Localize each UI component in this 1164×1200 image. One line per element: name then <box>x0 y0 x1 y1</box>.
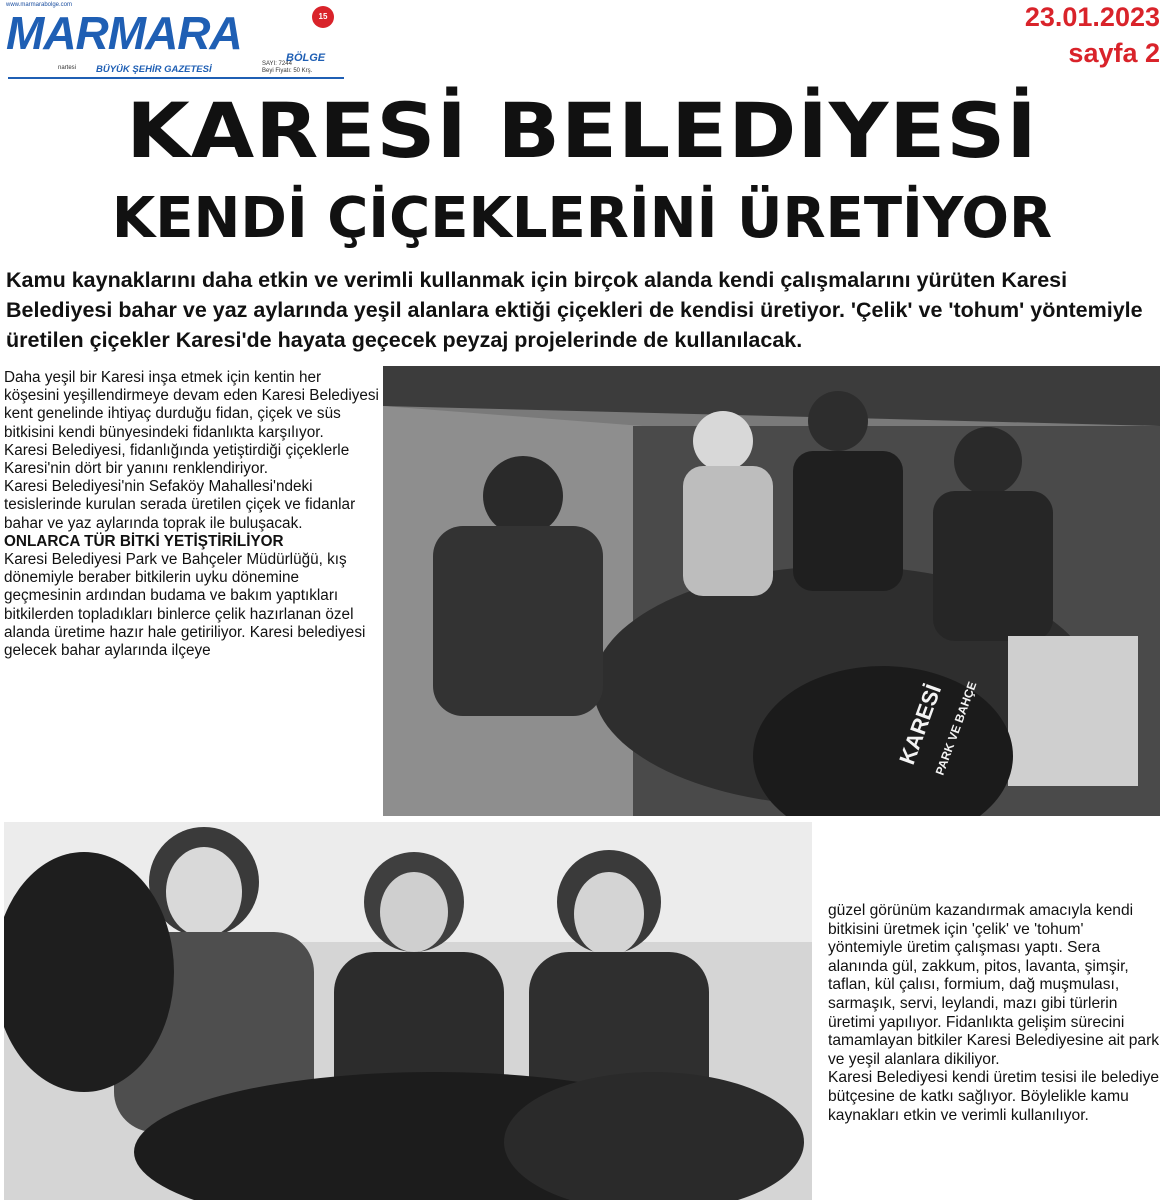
issue-number: SAYI: 7244 <box>262 61 292 67</box>
masthead <box>4 2 344 78</box>
headline-secondary: KENDİ ÇİÇEKLERİNİ ÜRETİYOR <box>111 186 1053 251</box>
weekday: nartesi <box>58 65 77 71</box>
body-paragraph: Karesi Belediyesi Park ve Bahçeler Müdürlüğü, kış dönemiyle beraber bitkilerin uyku dönemine geçmesinin ardından budama ve bakım yaptıkları bitkilerden topladıkları binlerce çelik hazırlanan özel alanda üretime hazır hale getiriliyor. Karesi belediyesi gelecek bahar aylarında ilçeye <box>4 551 366 660</box>
tagline: BÜYÜK ŞEHİR GAZETESİ <box>96 64 212 75</box>
body-column-left <box>4 369 380 660</box>
body-column-right <box>828 902 1162 1125</box>
body-paragraph: Daha yeşil bir Karesi inşa etmek için kentin her köşesini yeşillendirmeye devam eden Karesi Belediyesi kent genelinde ihtiyaç durduğu fidan, çiçek ve süs bitkisini kendi bünyesindeki fidanlıkta karşılıyor. <box>4 369 379 441</box>
masthead-rule <box>8 77 344 79</box>
body-paragraph: Karesi Belediyesi, fidanlığında yetiştirdiği çiçeklerle Karesi'nin dört bir yanını renklendiriyor. <box>4 441 350 478</box>
anniversary-badge <box>312 6 334 28</box>
clip-page: sayfa 2 <box>1068 38 1160 68</box>
body-paragraph: Karesi Belediyesi'nin Sefaköy Mahallesi'ndeki tesislerinde kurulan serada üretilen çiçek ve fidanlar bahar ve yaz aylarında toprak ile buluşacak. <box>4 478 356 532</box>
body-paragraph: güzel görünüm kazandırmak amacıyla kendi bitkisini üretmek için 'çelik' ve 'tohum' yöntemiyle üretim çalışması yaptı. Sera alanında gül, zakkum, pitos, lavanta, şimşir, taflan, kül çalısı, formium, dağ muşmulası, sarmaşık, servi, leylandi, mazı gibi türlerin üretimi yapılıyor. Fidanlıkta gelişim sürecini tamamlayan bitkiler Karesi Belediyesine ait park ve yeşil alanlara dikiliyor. <box>828 902 1160 1068</box>
cap-logo-text: KARESİ <box>894 681 947 768</box>
site-url: www.marmarabolge.com <box>6 2 73 8</box>
photo-greenhouse-workers <box>383 366 1160 816</box>
photo-illustration <box>4 822 812 1200</box>
photo-women-with-plants <box>4 822 812 1200</box>
newspaper-logo: MARMARA <box>6 7 242 59</box>
photo-illustration <box>383 366 1160 816</box>
clip-date: 23.01.2023 <box>1024 2 1160 32</box>
cap-logo-subtext: PARK VE BAHÇE <box>932 679 980 778</box>
badge-label: 15 <box>318 12 328 21</box>
price: Beyi Fiyatı: 50 Krş. <box>262 68 313 74</box>
logo-subtitle: BÖLGE <box>286 52 326 64</box>
lead-paragraph: Kamu kaynaklarını daha etkin ve verimli kullanmak için birçok alanda kendi çalışmalarını yürüten Karesi Belediyesi bahar ve yaz aylarında yeşil alanlara ektiği çiçekleri de kendisi üretiyor. 'Çelik' ve 'tohum' yöntemiyle üretilen çiçekler Karesi'de hayata geçecek peyzaj projelerinde de kullanılacak. <box>6 268 1143 352</box>
body-paragraph: Karesi Belediyesi kendi üretim tesisi ile belediye bütçesine de katkı sağlıyor. Böylelikle kamu kaynakları etkin ve verimli kullanılıyor. <box>828 1069 1160 1124</box>
headline-main: KARESİ BELEDİYESİ <box>126 87 1038 176</box>
subheading: ONLARCA TÜR BİTKİ YETİŞTİRİLİYOR <box>4 532 284 550</box>
